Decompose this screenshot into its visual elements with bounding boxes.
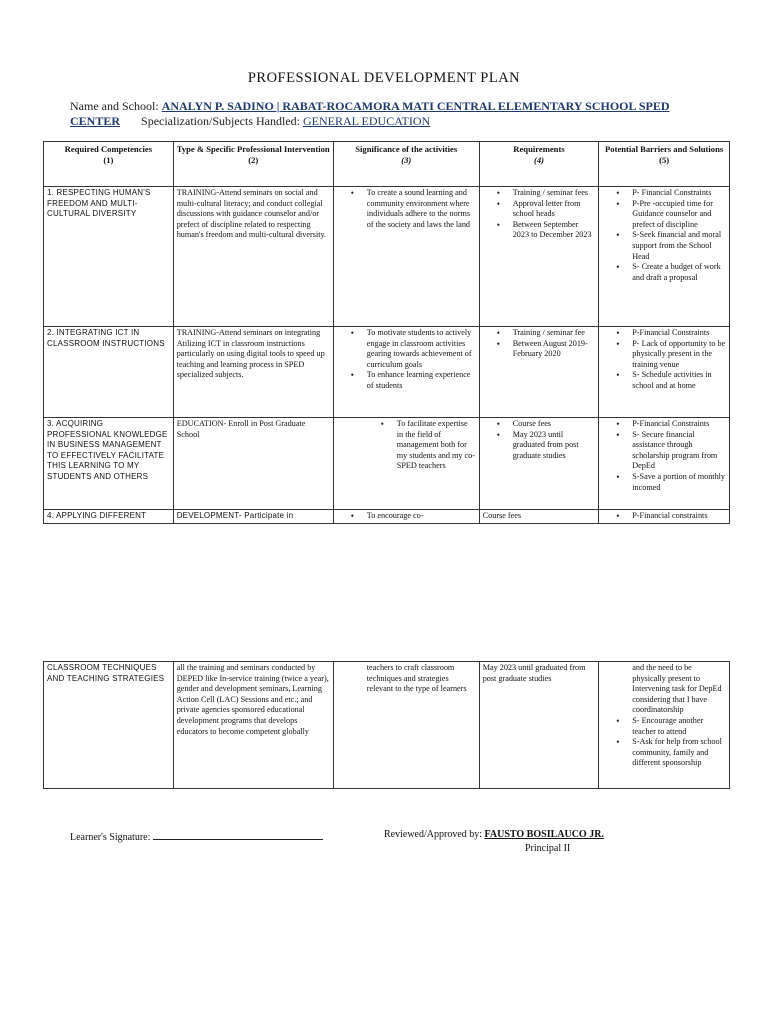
list-item: • To encourage co- — [367, 511, 476, 522]
competency-cell: 1. RESPECTING HUMAN'S FREEDOM AND MULTI-CULTURAL DIVERSITY — [44, 187, 174, 327]
significance-cell — [333, 418, 479, 510]
header-requirements: Requirements (4) — [479, 142, 599, 187]
name-value-continued: CENTER — [70, 114, 121, 128]
list-item: • Course fees — [513, 419, 596, 430]
list-item: • To motivate students to actively engage in classroom activities gearing towards achievement of curriculum goals — [367, 328, 476, 370]
header-significance: Significance of the activities (3) — [333, 142, 479, 187]
barriers-cell — [599, 510, 730, 524]
list-item: • S-Ask for help from school community, family and different sponsorship — [632, 737, 726, 769]
list-item: • Between September 2023 to December 2023 — [513, 220, 596, 241]
significance-cell — [333, 510, 479, 524]
table-row — [44, 327, 730, 418]
list-item: • Training / seminar fee — [513, 328, 596, 339]
signature-line[interactable] — [153, 829, 323, 840]
list-item: • S- Create a budget of work and draft a proposal — [632, 262, 726, 283]
barriers-cell — [599, 187, 730, 327]
significance-text: teachers to craft classroom techniques and strategies relevant to the type of learners — [366, 663, 467, 694]
list-item: • S-Save a portion of monthly incomed — [632, 472, 726, 493]
list-item: • Training / seminar fees — [513, 188, 596, 199]
name-and-school-block — [70, 99, 710, 129]
competency-cell: CLASSROOM TECHNIQUES AND TEACHING STRATEGIES — [44, 662, 174, 789]
list-item: • P- Lack of opportunity to be physically present in the training venue — [632, 339, 726, 371]
significance-cell — [333, 327, 479, 418]
list-item: • P-Financial constraints — [632, 511, 726, 522]
header-barriers: Potential Barriers and Solutions (5) — [599, 142, 730, 187]
table-row — [44, 510, 730, 524]
list-item: • S-Seek financial and moral support from the School Head — [632, 230, 726, 262]
list-item: • P-Financial Constraints — [632, 419, 726, 430]
barriers-cell — [599, 327, 730, 418]
table-header-row — [44, 142, 730, 187]
name-value: ANALYN P. SADINO | RABAT-ROCAMORA MATI CENTRAL ELEMENTARY SCHOOL SPED — [161, 99, 670, 113]
signature-block — [70, 829, 323, 843]
competency-cell: 4. APPLYING DIFFERENT — [44, 510, 174, 524]
header-competencies: Required Competencies (1) — [44, 142, 174, 187]
approver-title: Principal II — [525, 843, 571, 854]
significance-cell — [333, 187, 479, 327]
list-item: • To create a sound learning and community environment where individuals adhere to the norms of the society and laws the land — [367, 188, 476, 230]
intervention-cell: DEVELOPMENT- Participate in — [173, 510, 333, 524]
requirements-cell: May 2023 until graduated from post graduate studies — [479, 662, 599, 789]
approval-block — [384, 829, 604, 840]
specialization-label: Specialization/Subjects Handled: — [141, 114, 300, 128]
table-row — [44, 662, 730, 789]
list-item: • P-Pre -occupied time for Guidance counselor and prefect of discipline — [632, 199, 726, 231]
requirements-cell — [479, 187, 599, 327]
intervention-cell: TRAINING-Attend seminars on social and multi-cultural literacy; and conduct collegial discussions with guidance counselor and/or prefect of discipline related to respecting human's freedom and multi-cultural diversity. — [173, 187, 333, 327]
competency-cell: 3. ACQUIRING PROFESSIONAL KNOWLEDGE IN BUSINESS MANAGEMENT TO EFFECTIVELY FACILITATE THIS LEARNING TO MY STUDENTS AND OTHERS — [44, 418, 174, 510]
list-item: • P- Financial Constraints — [632, 188, 726, 199]
approver-name: FAUSTO BOSILAUCO JR. — [484, 829, 604, 840]
intervention-cell: TRAINING-Attend seminars on integrating Atilizing ICT in classroom instructions particularly on using digital tools to speed up teaching and learning process in SPED specialized subjects. — [173, 327, 333, 418]
requirements-cell: Course fees — [479, 510, 599, 524]
barriers-cell — [599, 418, 730, 510]
requirements-cell — [479, 327, 599, 418]
list-item: • Between August 2019- February 2020 — [513, 339, 596, 360]
table-row — [44, 187, 730, 327]
barriers-cell — [599, 662, 730, 789]
header-intervention: Type & Specific Professional Intervention (2) — [173, 142, 333, 187]
list-item: • May 2023 until graduated from post graduate studies — [513, 430, 596, 462]
list-item: • S- Secure financial assistance through scholarship program from DepEd — [632, 430, 726, 472]
list-item: • S- Schedule activities in school and at home — [632, 370, 726, 391]
competency-cell: 2. INTEGRATING ICT IN CLASSROOM INSTRUCTIONS — [44, 327, 174, 418]
name-label: Name and School: — [70, 99, 159, 113]
page-title: PROFESSIONAL DEVELOPMENT PLAN — [247, 70, 521, 86]
signature-label: Learner's Signature: — [70, 832, 151, 843]
plan-table-continuation — [43, 661, 730, 789]
plan-table — [43, 141, 730, 524]
significance-cell — [333, 662, 479, 789]
list-item: • P-Financial Constraints — [632, 328, 726, 339]
reviewed-label: Reviewed/Approved by: — [384, 829, 483, 840]
barriers-lead: and the need to be physically present to Intervening task for DepEd considering that I have coordinatorship — [632, 663, 722, 715]
list-item: • To enhance learning experience of students — [367, 370, 476, 391]
list-item: • Approval letter from school heads — [513, 199, 596, 220]
list-item: • To facilitate expertise in the field of management both for my students and my co- SPED teachers — [397, 419, 476, 472]
intervention-cell: EDUCATION- Enroll in Post Graduate School — [173, 418, 333, 510]
table-row — [44, 418, 730, 510]
list-item: • S- Encourage another teacher to attend — [632, 716, 726, 737]
intervention-cell: all the training and seminars conducted by DEPED like In-service training (twice a year), gender and development seminars, Learning Action Cell (LAC) Sessions and etc.; and private agencies sponsored educational development programs that develops educators to become competent globally — [173, 662, 333, 789]
specialization-value: GENERAL EDUCATION — [302, 114, 431, 128]
requirements-cell — [479, 418, 599, 510]
